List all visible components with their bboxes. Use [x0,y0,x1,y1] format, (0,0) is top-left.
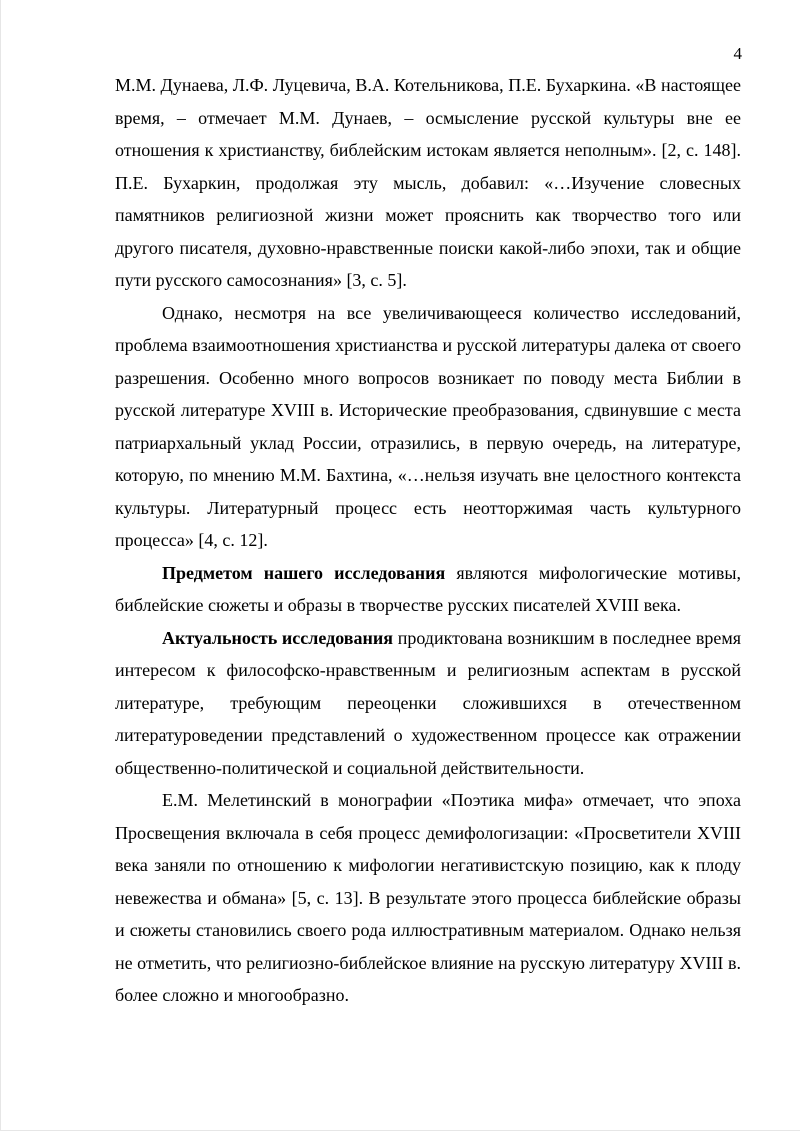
paragraph-2 [115,297,741,557]
paragraph-5 [115,784,741,1012]
document-body [115,69,741,1012]
paragraph-4 [115,622,741,785]
text-run: Е.М. Мелетинский в монографии «Поэтика мифа» отмечает, что эпоха Просвещения включала в себя процесс демифологизации: «Просветители XVIII века заняли по отношению к мифологии негативистскую позицию, как к плоду невежества и обмана» [5, с. 13]. В результате этого процесса библейские образы и сюжеты становились своего рода иллюстративным материалом. Однако нельзя не отметить, что религиозно-библейское влияние на русскую литературу XVIII в. более сложно и многообразно. [115,790,741,1005]
text-run: продиктована возникшим в последнее время интересом к философско-нравственным и религиозным аспектам в русской литературе, требующим переоценки сложившихся в отечественном литературоведении представлений о художественном процессе как отражении общественно-политической и социальной действительности. [115,627,742,778]
paragraph-3 [115,557,741,622]
text-run: Однако, несмотря на все увеличивающееся количество исследований, проблема взаимоотношения христианства и русской литературы далека от своего разрешения. Особенно много вопросов возникает по поводу места Библии в русской литературе XVIII в. Исторические преобразования, сдвинувшие с места патриархальный уклад России, отразились, в первую очередь, на литературе, которую, по мнению М.М. Бахтина, «…нельзя изучать вне целостного контекста культуры. Литературный процесс есть неотторжимая часть культурного процесса» [4, с. 12]. [115,302,741,550]
paragraph-1 [115,69,741,297]
text-run: являются мифологические мотивы, библейские сюжеты и образы в творчестве русских писателей XVIII века. [115,562,742,615]
bold-text-run: Актуальность исследования [162,627,393,648]
page-number: 4 [733,44,742,63]
text-run: М.М. Дунаева, Л.Ф. Луцевича, В.А. Котельникова, П.Е. Бухаркина. «В настоящее время, – отмечает М.М. Дунаев, – осмысление русской культуры вне ее отношения к христианству, библейским истокам является неполным». [2, с. 148]. П.Е. Бухаркин, продолжая эту мысль, добавил: «…Изучение словесных памятников религиозной жизни может прояснить как творчество того или другого писателя, духовно-нравственные поиски какой-либо эпохи, так и общие пути русского самосознания» [3, с. 5]. [115,75,741,290]
bold-text-run: Предметом нашего исследования [162,562,446,583]
